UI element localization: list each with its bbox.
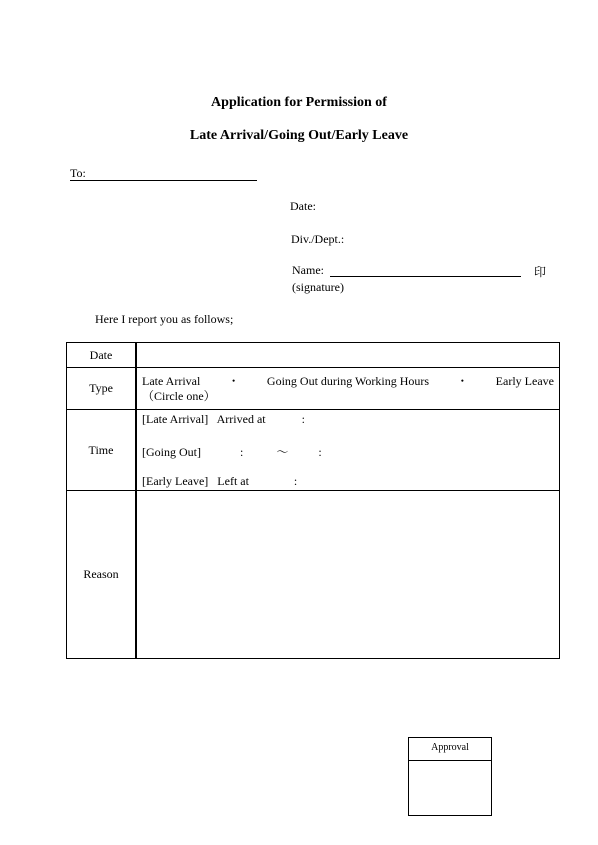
- type-option-late-arrival[interactable]: Late Arrival: [142, 373, 201, 388]
- date-row-label: Date: [67, 343, 137, 368]
- type-note: （Circle one）: [142, 388, 216, 403]
- date-row: [67, 343, 560, 368]
- title-line-2: Late Arrival/Going Out/Early Leave: [189, 128, 409, 143]
- type-option-going-out[interactable]: Going Out during Working Hours: [266, 373, 430, 388]
- type-row: [67, 368, 560, 410]
- type-option-early-leave[interactable]: Early Leave: [495, 373, 554, 388]
- signature-label: (signature): [292, 280, 344, 294]
- to-field-line[interactable]: [70, 180, 257, 181]
- reason-row-value[interactable]: [136, 491, 560, 659]
- seal-mark: 印: [534, 265, 547, 279]
- to-label: To:: [70, 166, 86, 180]
- reason-row-label: Reason: [67, 491, 137, 659]
- type-options: [142, 374, 554, 389]
- approval-box: [408, 737, 492, 816]
- time-early-leave-line: [Early Leave] Left at :: [142, 474, 298, 488]
- dept-label: Div./Dept.:: [291, 232, 345, 246]
- time-row-value[interactable]: [136, 410, 560, 491]
- type-row-label: Type: [67, 368, 137, 410]
- application-table: [66, 342, 560, 659]
- time-going-out-line: [Going Out] : ～ :: [142, 445, 322, 459]
- name-field-line[interactable]: [330, 276, 521, 277]
- time-row: [67, 410, 560, 491]
- time-late-arrival-line: [Late Arrival] Arrived at :: [142, 412, 305, 426]
- intro-text: Here I report you as follows;: [95, 312, 234, 326]
- type-row-value[interactable]: [136, 368, 560, 410]
- type-option-separator: ・: [456, 373, 469, 388]
- reason-row: [67, 491, 560, 659]
- date-label: Date:: [290, 199, 316, 213]
- time-row-label: Time: [67, 410, 137, 491]
- date-row-value[interactable]: [136, 343, 560, 368]
- approval-label: Approval: [409, 738, 491, 761]
- type-option-separator: ・: [227, 373, 240, 388]
- approval-stamp-area[interactable]: [409, 761, 491, 815]
- title-line-1: Application for Permission of: [211, 95, 387, 110]
- name-label: Name:: [292, 263, 324, 277]
